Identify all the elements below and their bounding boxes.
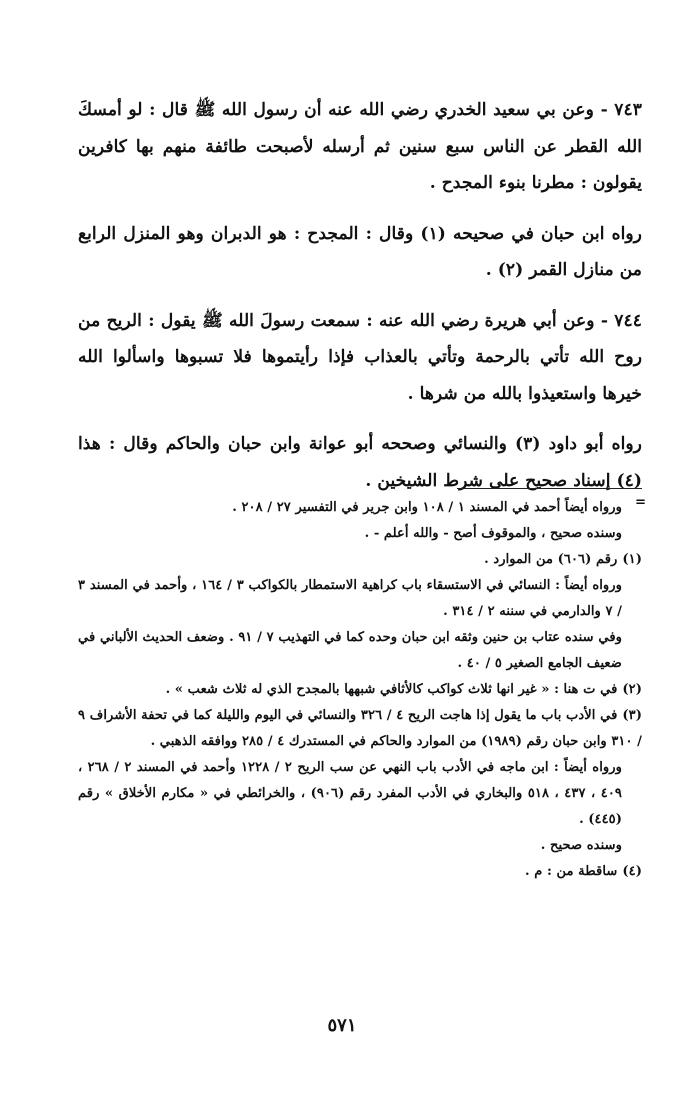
footnote-line: وسنده صحيح .	[540, 838, 622, 853]
page-number: ٥٧١	[327, 1015, 357, 1036]
hadith-743: ٧٤٣ - وعن بي سعيد الخدري رضي الله عنه أن رسول الله ﷺ قال : لو أمسكَ الله القطر عن الناس سبع سنين ثم أرسله لأصبحت طائفة منهم بها كافرين يقولون : مطرنا بنوء المجدح .	[78, 100, 642, 193]
footnote-number: (١)	[622, 552, 642, 567]
takhrij-744: رواه أبو داود (٣) والنسائي وصححه أبو عوانة وابن حبان والحاكم وقال : هذا (٤) إسناد صحيح على شرط الشيخين .	[78, 434, 642, 491]
footnote-text: في الأدب باب ما يقول إذا هاجت الريح ٤ / ٣٢٦ والنسائي في اليوم والليلة كما في تحفة الأشراف ٩ / ٣١٠ وابن حبان رقم (١٩٨٩) من الموارد والحاكم في المستدرك ٤ / ٢٨٥ ووافقه الذهبي .	[78, 708, 642, 749]
footnote-line: ورواه أيضاً أحمد في المسند ١ / ١٠٨ وابن جرير في التفسير ٢٧ / ٢٠٨ .	[232, 500, 622, 515]
main-text	[78, 92, 642, 513]
footnote-number: (٤)	[622, 864, 642, 879]
footnote-text: رقم (٦٠٦) من الموارد .	[484, 552, 618, 567]
footnote-text: في ت هنا : « غير انها ثلاث كواكب كالأثافي شبهها بالمجدح الذي له ثلاث شعب » .	[165, 682, 618, 697]
footnote-line: وفي سنده عتاب بن حنين وثقه ابن حبان وحده كما في التهذيب ٧ / ٩١ . وضعف الحديث الألباني في ضعيف الجامع الصغير ٥ / ٤٠ .	[78, 630, 622, 671]
footnote-line: وسنده صحيح ، والموقوف أصح - والله أعلم - .	[364, 526, 622, 541]
footnote-line: ورواه أيضاً : النسائي في الاستسقاء باب كراهية الاستمطار بالكواكب ٣ / ١٦٤ ، وأحمد في المسند ٣ / ٧ والدارمي في سننه ٢ / ٣١٤ .	[78, 578, 623, 619]
footnote-1	[78, 547, 642, 573]
hadith-744: ٧٤٤ - وعن أبي هريرة رضي الله عنه : سمعت رسولَ الله ﷺ يقول : الريح من روح الله تأتي بالرحمة وتأتي بالعذاب فإذا رأيتموها فلا تسبوها واسألوا الله خيرها واستعيذوا بالله من شرها .	[78, 310, 642, 404]
footnote-2	[78, 677, 642, 703]
takhrij-743: رواه ابن حبان في صحيحه (١) وقال : المجدح : هو الدبران وهو المنزل الرابع من منازل القمر (٢) .	[78, 223, 642, 280]
footnote-number: (٣)	[622, 708, 643, 723]
footnotes	[78, 495, 646, 885]
continuation-mark: =	[634, 495, 646, 510]
footnote-separator	[457, 488, 642, 489]
footnote-number: (٢)	[622, 682, 642, 697]
footnote-3	[78, 703, 642, 755]
footnote-text: ساقطة من : م .	[525, 864, 618, 879]
footnote-continuation	[78, 495, 646, 547]
footnote-4	[78, 859, 642, 885]
footnote-line: ورواه أيضاً : ابن ماجه في الأدب باب النهي عن سب الريح ٢ / ١٢٢٨ وأحمد في المسند ٢ / ٢٦٨ ، ٤٠٩ ، ٤٣٧ ، ٥١٨ والبخاري في الأدب المفرد رقم (٩٠٦) ، والخرائطي في « مكارم الأخلاق » رقم (٤٤٥) .	[78, 760, 622, 827]
